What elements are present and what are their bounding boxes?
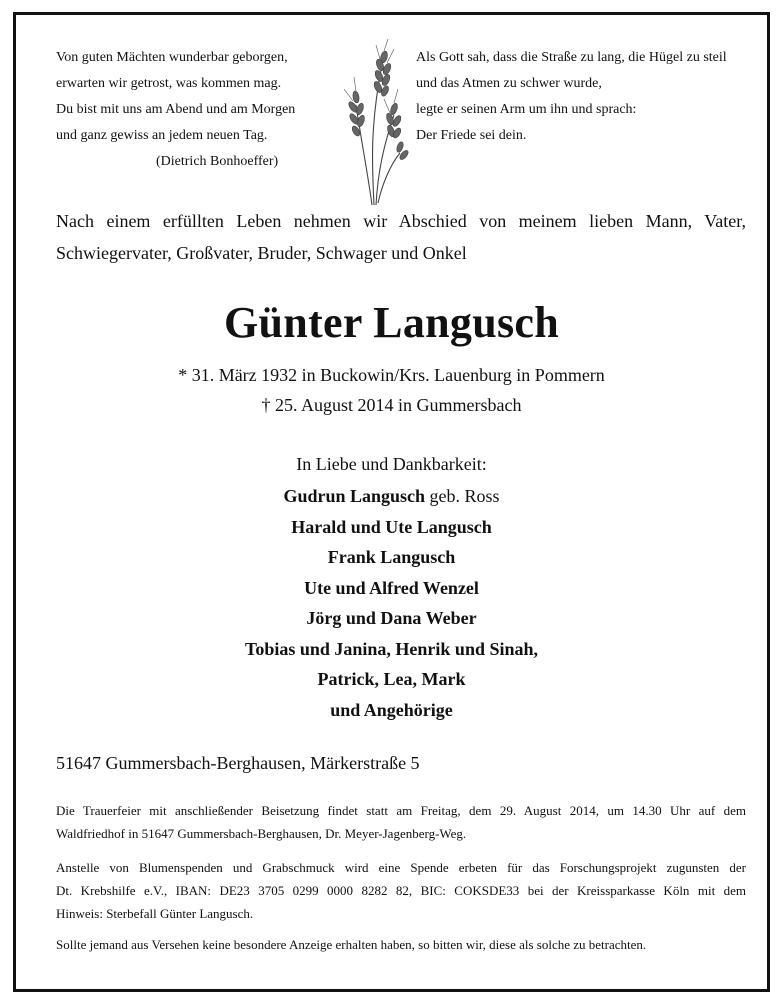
- poem-line: und das Atmen zu schwer wurde,: [416, 76, 602, 91]
- notice-line: Dt. Krebshilfe e.V., IBAN: DE23 3705 0299 0000 8282 82, BIC: COKSDE33 bei der Kreissparkasse Köln mit dem: [56, 883, 746, 898]
- death-date: † 25. August 2014 in Gummersbach: [261, 395, 522, 415]
- poem-attribution: (Dietrich Bonhoeffer): [156, 154, 279, 169]
- poem-line: Als Gott sah, dass die Straße zu lang, die Hügel zu steil: [416, 50, 727, 65]
- intro-line: Schwiegervater, Großvater, Bruder, Schwager und Onkel: [56, 243, 467, 263]
- mourner-entry: Tobias und Janina, Henrik und Sinah,: [245, 638, 538, 659]
- poem-line: Du bist mit uns am Abend und am Morgen: [56, 102, 296, 117]
- birth-date: * 31. März 1932 in Buckowin/Krs. Lauenburg in Pommern: [178, 365, 605, 385]
- bonhoeffer-poem: [56, 45, 336, 175]
- mourner-suffix: geb. Ross: [425, 486, 500, 506]
- farewell-intro: [56, 205, 746, 269]
- poem-line: Der Friede sei dein.: [416, 128, 527, 143]
- poem-line: erwarten wir getrost, was kommen mag.: [56, 76, 282, 91]
- mourner-entry: Ute und Alfred Wenzel: [304, 577, 479, 598]
- obituary-frame: [13, 12, 770, 992]
- family-address: 51647 Gummersbach-Berghausen, Märkerstraße 5: [56, 753, 420, 773]
- verse-poem: [416, 45, 766, 149]
- notice-line: Die Trauerfeier mit anschließender Beisetzung findet statt am Freitag, dem 29. August 2014, um 14.30 Uhr auf dem: [56, 803, 746, 818]
- poem-line: und ganz gewiss an jedem neuen Tag.: [56, 128, 268, 143]
- poem-line: legte er seinen Arm um ihn und sprach:: [416, 102, 637, 117]
- donation-notice: [56, 856, 746, 925]
- life-dates: [16, 360, 767, 420]
- deceased-name: Günter Langusch: [224, 298, 559, 347]
- mourner-entry: Patrick, Lea, Mark: [317, 669, 466, 689]
- mourner-entry: Harald und Ute Langusch: [291, 516, 492, 537]
- notice-line: Anstelle von Blumenspenden und Grabschmuck wird eine Spende erbeten für das Forschungsprojekt zugunsten der: [56, 860, 746, 875]
- mourners-heading: In Liebe und Dankbarkeit:: [296, 454, 487, 474]
- mourner-entry: [16, 481, 767, 512]
- poem-line: Von guten Mächten wunderbar geborgen,: [56, 50, 288, 65]
- mourner-entry: und Angehörige: [330, 699, 453, 720]
- mourner-entry: Jörg und Dana Weber: [306, 608, 477, 628]
- notice-line: Hinweis: Sterbefall Günter Langusch.: [56, 906, 254, 921]
- intro-line: Nach einem erfüllten Leben nehmen wir Abschied von meinem lieben Mann, Vater,: [56, 211, 746, 231]
- wheat-ears-icon: [334, 35, 414, 207]
- mourner-entry: Frank Langusch: [327, 547, 456, 567]
- mourner-name: Gudrun Langusch: [283, 486, 426, 506]
- notice-line: Waldfriedhof in 51647 Gummersbach-Berghausen, Dr. Meyer-Jagenberg-Weg.: [56, 826, 467, 841]
- missed-notice: Sollte jemand aus Versehen keine besondere Anzeige erhalten haben, so bitten wir, diese als solche zu betrachten.: [56, 937, 647, 952]
- mourners-list: [16, 481, 767, 725]
- funeral-notice: [56, 799, 746, 845]
